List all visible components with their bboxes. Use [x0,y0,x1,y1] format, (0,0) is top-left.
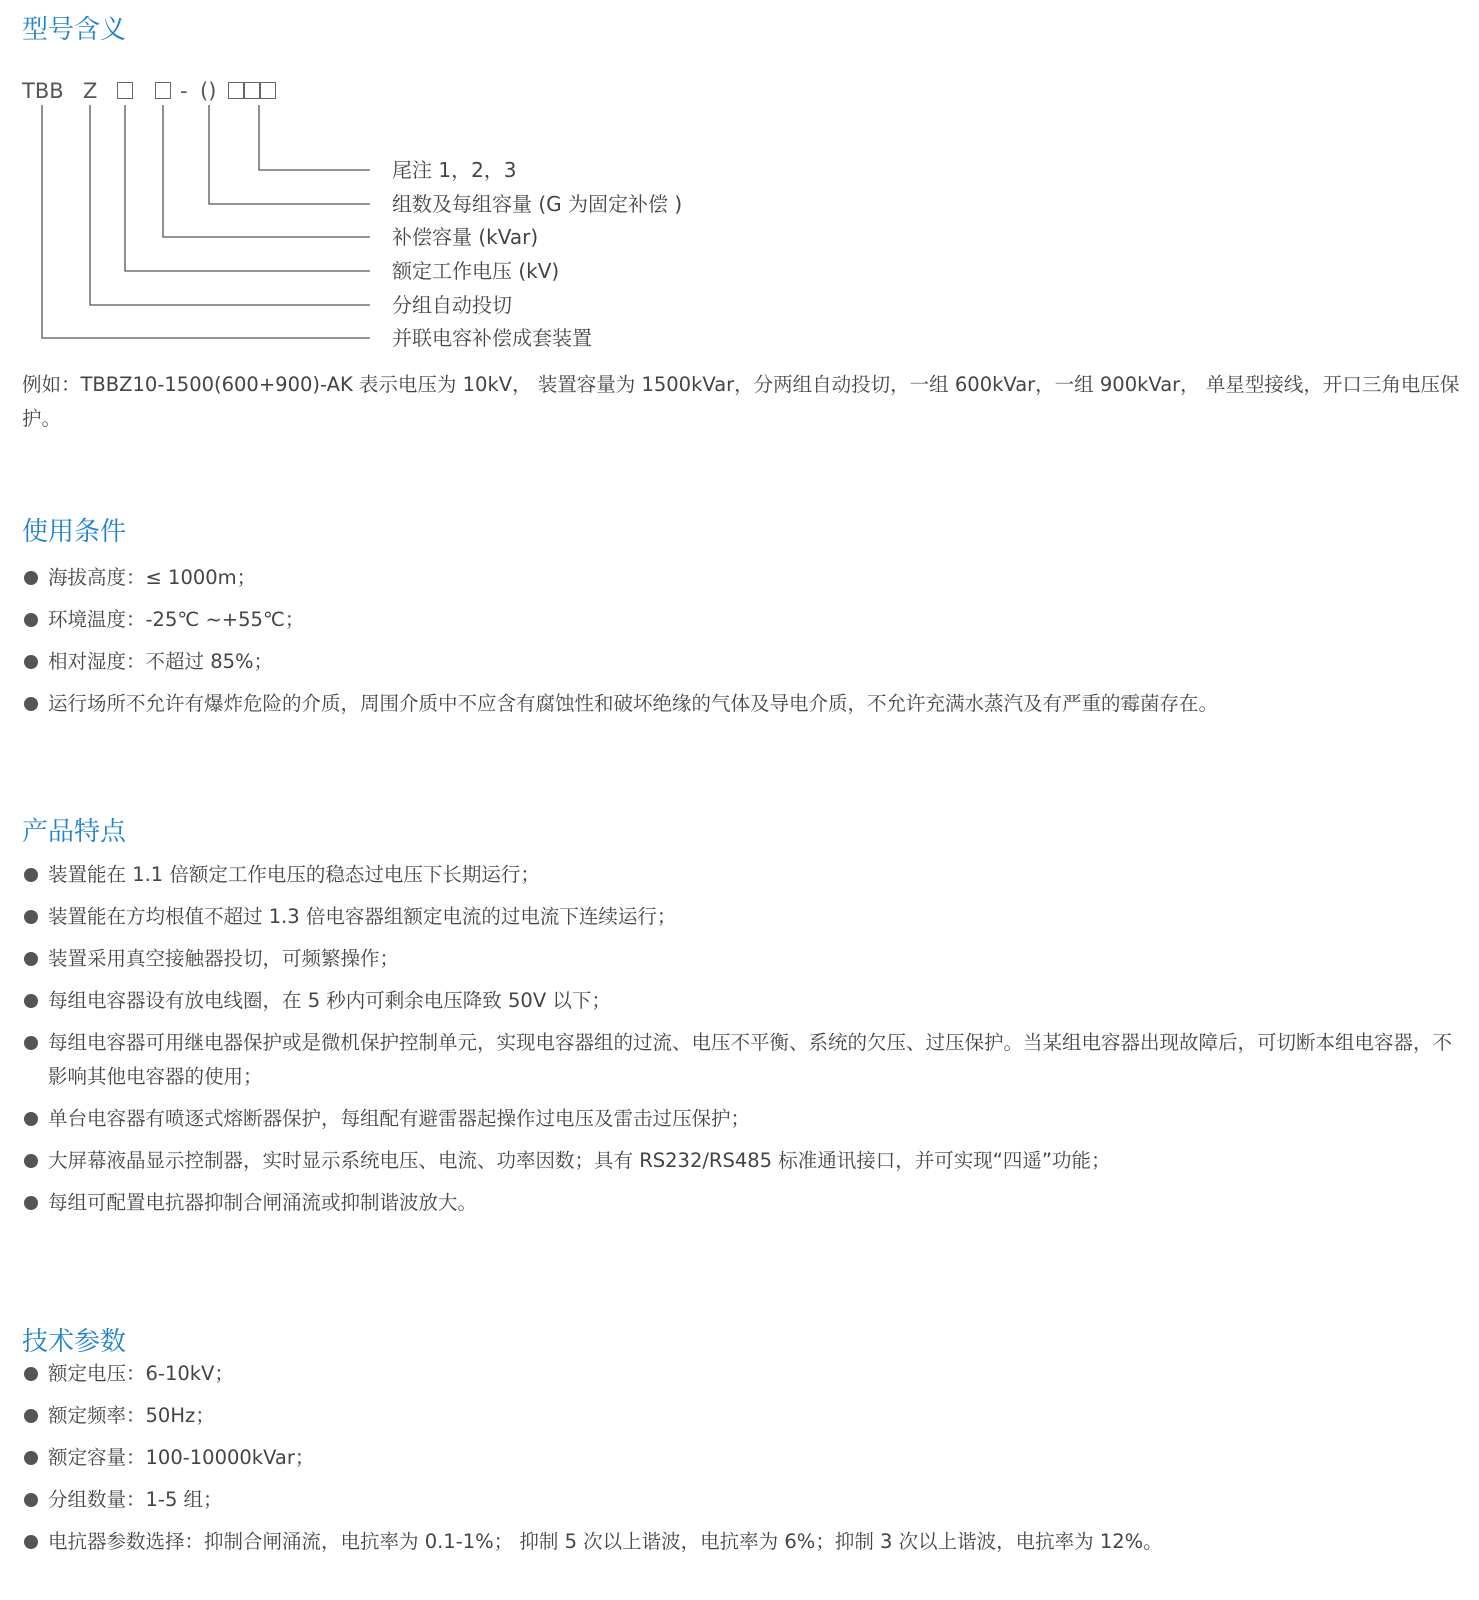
list-item: 额定容量：100-10000kVar； [22,1441,1462,1475]
bullet-icon [24,868,38,882]
leader-line-auto-switch [90,105,370,305]
conditions-list [22,561,1462,729]
list-item: 相对湿度：不超过 85%； [22,645,1462,679]
bullet-icon [24,910,38,924]
section-title-model: 型号含义 [22,15,127,45]
model-code-diagram [0,100,400,350]
tech-list [22,1357,1462,1567]
list-item: 分组数量：1-5 组； [22,1483,1462,1517]
bullet-icon [24,1112,38,1126]
bullet-icon [24,1409,38,1423]
bullet-icon [24,1493,38,1507]
list-item: 装置采用真空接触器投切，可频繁操作； [22,942,1462,976]
list-item: 电抗器参数选择：抑制合闸涌流，电抗率为 0.1-1%； 抑制 5 次以上谐波，电抗率为 6%；抑制 3 次以上谐波，电抗率为 12%。 [22,1525,1462,1559]
bullet-icon [24,952,38,966]
legend-auto-switch: 分组自动投切 [392,293,512,317]
section-title-features: 产品特点 [22,817,127,847]
bullet-icon [24,1451,38,1465]
leader-line-device [42,105,370,338]
legend-suffix-notes: 尾注 1，2，3 [392,158,517,182]
section-title-tech: 技术参数 [22,1327,127,1357]
code-dash: - [180,79,188,103]
bullet-icon [24,1196,38,1210]
bullet-icon [24,994,38,1008]
leader-line-groups [209,105,370,204]
list-item: 大屏幕液晶显示控制器，实时显示系统电压、电流、功率因数；具有 RS232/RS485 标准通讯接口，并可实现“四遥”功能； [22,1144,1462,1178]
bullet-icon [24,613,38,627]
list-item: 装置能在方均根值不超过 1.3 倍电容器组额定电流的过电流下连续运行； [22,900,1462,934]
bullet-icon [24,655,38,669]
list-item: 装置能在 1.1 倍额定工作电压的稳态过电压下长期运行； [22,858,1462,892]
legend-compensation-capacity: 补偿容量 (kVar) [392,225,539,249]
bullet-icon [24,571,38,585]
list-item: 额定电压：6-10kV； [22,1357,1462,1391]
list-item: 每组电容器可用继电器保护或是微机保护控制单元，实现电容器组的过流、电压不平衡、系统的欠压、过压保护。当某组电容器出现故障后，可切断本组电容器，不影响其他电容器的使用； [22,1026,1462,1094]
features-list [22,858,1462,1228]
leader-line-suffix [259,105,370,170]
bullet-icon [24,1535,38,1549]
legend-device: 并联电容补偿成套装置 [392,326,592,350]
bullet-icon [24,697,38,711]
list-item: 每组可配置电抗器抑制合闸涌流或抑制谐波放大。 [22,1186,1462,1220]
section-title-conditions: 使用条件 [22,517,127,547]
legend-groups-capacity: 组数及每组容量 (G 为固定补偿 ) [392,192,683,216]
code-tbb: TBB [22,79,64,103]
bullet-icon [24,1367,38,1381]
list-item: 额定频率：50Hz； [22,1399,1462,1433]
model-example: 例如：TBBZ10-1500(600+900)-AK 表示电压为 10kV， 装置容量为 1500kVar，分两组自动投切，一组 600kVar，一组 900kVar， 单星型接线，开口三角电压保护。 [22,373,1460,430]
leader-line-voltage [125,105,370,271]
list-item: 每组电容器设有放电线圈，在 5 秒内可剩余电压降致 50V 以下； [22,984,1462,1018]
list-item: 运行场所不允许有爆炸危险的介质，周围介质中不应含有腐蚀性和破坏绝缘的气体及导电介质，不允许充满水蒸汽及有严重的霉菌存在。 [22,687,1462,721]
list-item: 单台电容器有喷逐式熔断器保护，每组配有避雷器起操作过电压及雷击过压保护； [22,1102,1462,1136]
bullet-icon [24,1036,38,1050]
bullet-icon [24,1154,38,1168]
code-paren: () [200,79,217,103]
code-z: Z [83,79,98,103]
leader-line-capacity [163,105,370,237]
list-item: 海拔高度：≤ 1000m； [22,561,1462,595]
list-item: 环境温度：-25℃ ~+55℃； [22,603,1462,637]
legend-rated-voltage: 额定工作电压 (kV) [392,259,560,283]
